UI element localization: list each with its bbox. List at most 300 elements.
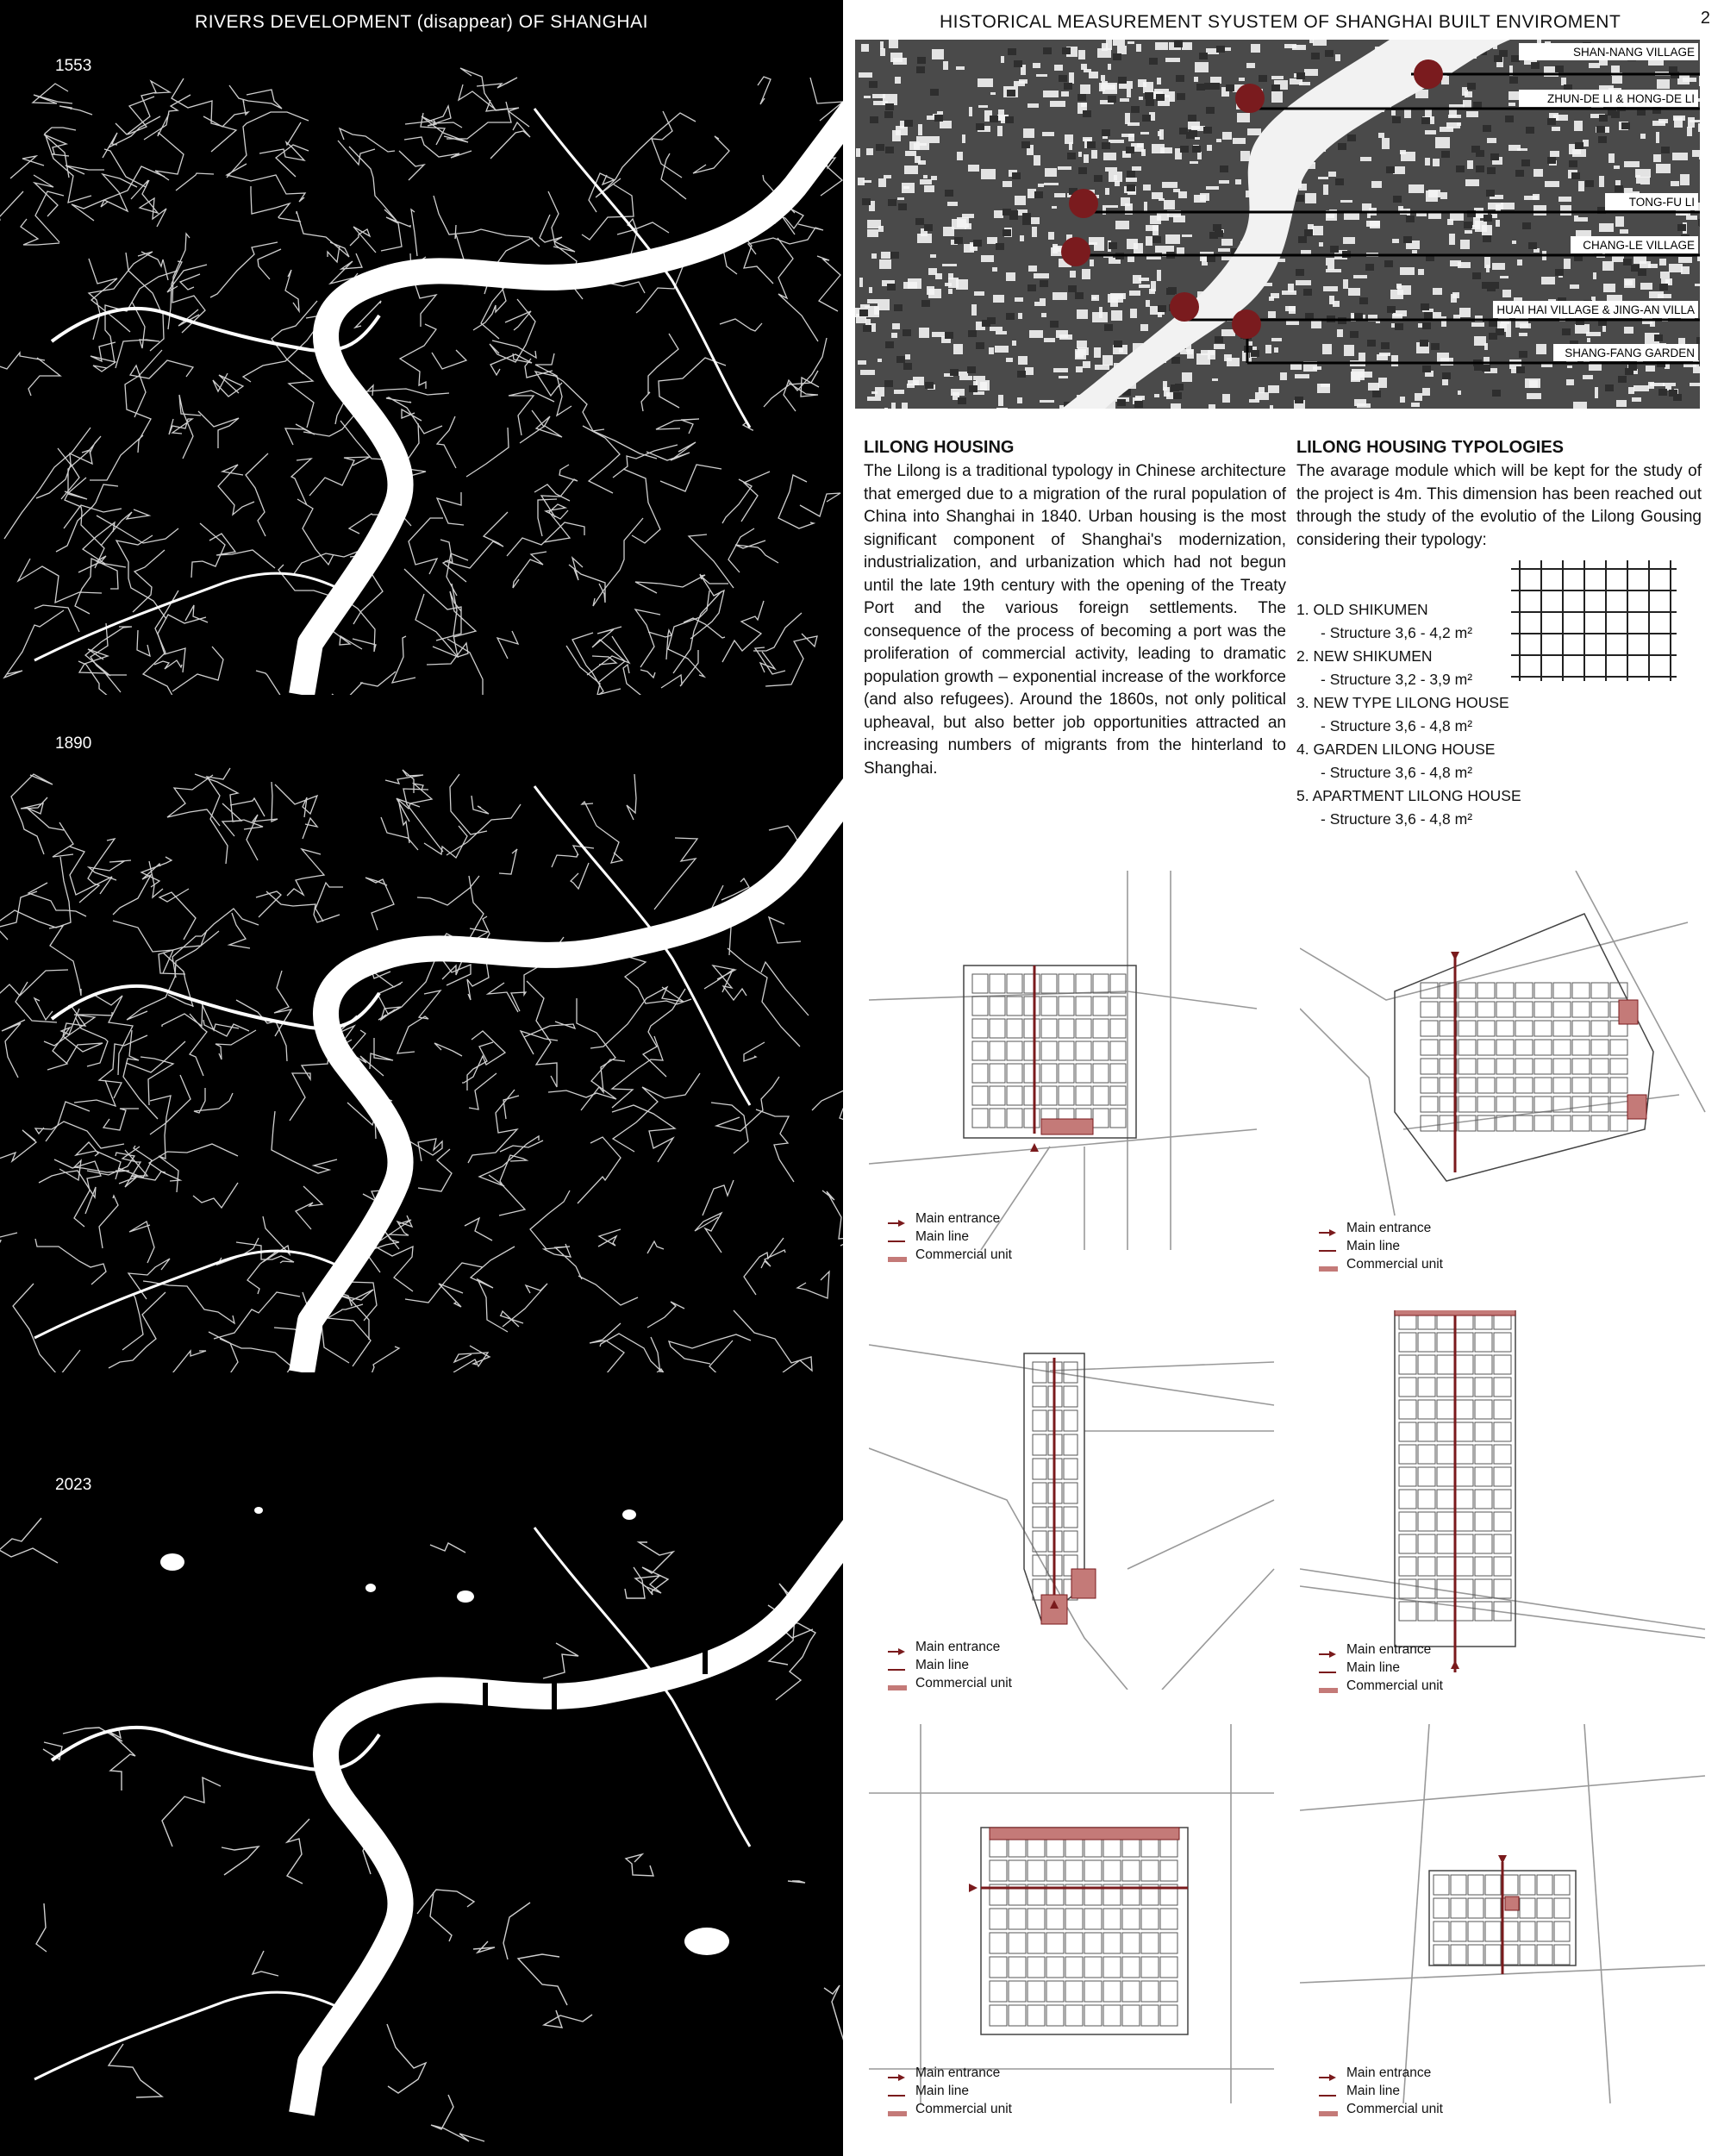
housing-unit — [1534, 1040, 1552, 1055]
street-gap — [1130, 309, 1137, 318]
tributary-line — [0, 353, 45, 387]
tributary-line — [612, 1105, 675, 1162]
street-gap — [1632, 397, 1641, 402]
housing-unit — [1534, 1115, 1552, 1131]
building-block — [1365, 264, 1374, 271]
housing-unit — [1024, 1109, 1040, 1128]
housing-unit — [1554, 1922, 1570, 1941]
street-gap — [1648, 264, 1658, 268]
street-gap — [1459, 308, 1471, 317]
street-gap — [964, 244, 974, 253]
street-gap — [993, 295, 1004, 303]
street-gap — [866, 148, 873, 155]
tributary-line — [119, 1147, 141, 1187]
tributary-line — [251, 186, 301, 222]
street-gap — [1603, 284, 1615, 292]
road-line — [1300, 922, 1688, 1000]
plan-legend — [1317, 2064, 1443, 2118]
street-gap — [1578, 181, 1584, 191]
street-gap — [928, 268, 937, 275]
tributary-line — [274, 971, 291, 1036]
housing-unit — [1110, 1019, 1126, 1038]
street-gap — [1033, 63, 1040, 68]
tributary-line — [592, 627, 625, 682]
block-outline — [981, 1828, 1188, 2034]
tributary-line — [469, 1073, 497, 1109]
tributary-line — [28, 883, 86, 916]
street-gap — [981, 255, 994, 262]
street-gap — [1319, 242, 1323, 247]
building-block — [1199, 53, 1208, 59]
housing-unit — [1477, 1040, 1495, 1055]
street-gap — [1353, 275, 1367, 278]
street-gap — [1015, 196, 1026, 205]
typology-structure: - Structure 3,6 - 4,8 m² — [1321, 764, 1473, 781]
housing-unit — [1028, 1933, 1045, 1953]
housing-unit — [1122, 2005, 1140, 2026]
tributary-line — [272, 301, 317, 374]
tributary-line — [172, 909, 259, 978]
housing-unit — [1141, 2005, 1159, 2026]
housing-unit — [1572, 983, 1590, 998]
tributary-line — [623, 469, 660, 543]
street-gap — [1296, 280, 1311, 285]
typology-list — [1296, 598, 1521, 831]
street-gap — [1449, 109, 1457, 117]
tributary-line — [544, 504, 570, 542]
building-block — [1189, 130, 1197, 137]
street-gap — [1425, 158, 1430, 166]
tributary-line — [467, 1042, 493, 1090]
tributary-line — [433, 584, 458, 657]
street-gap — [1624, 161, 1640, 167]
housing-unit — [990, 1019, 1005, 1038]
entrance-arrow-icon — [886, 1643, 909, 1652]
building-block — [1547, 118, 1556, 125]
street-gap — [1352, 369, 1365, 380]
street-gap — [1354, 399, 1366, 406]
tributary-line — [789, 378, 819, 397]
tributary-line — [4, 610, 64, 678]
housing-unit — [1093, 1041, 1109, 1060]
housing-unit — [1009, 1933, 1026, 1953]
street-gap — [1119, 348, 1123, 353]
building-block — [1012, 172, 1021, 179]
street-gap — [1077, 309, 1088, 319]
tributary-line — [0, 891, 37, 940]
housing-unit — [1534, 1097, 1552, 1112]
street-gap — [908, 278, 921, 289]
street-gap — [1640, 177, 1650, 184]
tributary-line — [627, 774, 636, 820]
street-gap — [1593, 272, 1596, 279]
street-gap — [1686, 216, 1697, 220]
main-line-icon — [886, 2087, 909, 2096]
housing-unit — [1554, 1898, 1570, 1918]
street-gap — [1673, 116, 1685, 121]
building-block — [1431, 343, 1440, 350]
tributary-line — [471, 1247, 515, 1332]
housing-unit — [1110, 1109, 1126, 1128]
housing-unit — [1515, 983, 1533, 998]
street-gap — [1681, 266, 1690, 274]
housing-unit — [972, 1086, 988, 1105]
entrance-arrow — [1451, 952, 1459, 960]
street-gap — [1271, 293, 1279, 298]
street-gap — [861, 44, 869, 52]
location-dot — [1232, 309, 1261, 339]
building-block — [1420, 340, 1428, 347]
street-gap — [891, 403, 896, 409]
tributary-line — [758, 77, 771, 104]
housing-unit — [990, 1041, 1005, 1060]
street-gap — [1411, 403, 1420, 407]
road-line — [1050, 1362, 1274, 1371]
tributary-line — [315, 883, 343, 922]
page-number: 2 — [1700, 9, 1710, 28]
street-gap — [1115, 221, 1129, 229]
tributary-line — [440, 540, 466, 582]
building-block — [1171, 357, 1180, 364]
street-gap — [1078, 50, 1085, 59]
street-gap — [1344, 345, 1354, 356]
housing-unit — [1064, 1483, 1078, 1503]
tributary-line — [430, 1543, 465, 1553]
street-gap — [1171, 403, 1181, 409]
section-title: HISTORICAL MEASUREMENT SYUSTEM OF SHANGHAI BUILT ENVIROMENT — [940, 12, 1621, 32]
legend-entrance: Main entrance — [915, 1211, 1001, 1226]
street-gap — [1137, 143, 1143, 147]
street-gap — [1583, 375, 1593, 379]
street-gap — [1077, 341, 1087, 348]
housing-unit — [1456, 1602, 1473, 1621]
housing-unit — [1399, 1512, 1416, 1531]
tributary-line — [155, 114, 184, 180]
housing-unit — [1468, 1875, 1484, 1895]
street-gap — [1574, 216, 1578, 222]
street-gap — [875, 387, 884, 397]
street-gap — [973, 376, 985, 380]
street-gap — [1105, 188, 1109, 195]
building-block — [1179, 128, 1188, 134]
pond — [365, 1584, 376, 1592]
street-gap — [1313, 40, 1327, 46]
commercial-unit-icon — [1317, 1682, 1340, 1690]
street-gap — [1486, 265, 1490, 272]
street-gap — [1583, 140, 1589, 147]
tributary-line — [520, 410, 562, 443]
street-gap — [1620, 229, 1628, 234]
tributary-line — [509, 391, 554, 435]
housing-unit — [1160, 1860, 1177, 1881]
pond — [684, 1928, 729, 1955]
tributary-line — [89, 259, 130, 332]
street-gap — [1240, 151, 1250, 161]
river-map-2023 — [0, 1476, 843, 2148]
housing-unit — [1591, 983, 1608, 998]
street-gap — [892, 323, 900, 329]
tributary-line — [669, 1334, 751, 1364]
tributary-line — [35, 1350, 80, 1372]
housing-unit — [1399, 1378, 1416, 1397]
building-block — [1102, 129, 1110, 136]
building-block — [903, 329, 911, 336]
street-gap — [1693, 366, 1700, 373]
street-gap — [1006, 358, 1013, 362]
street-gap — [1017, 397, 1022, 403]
building-block — [1464, 222, 1472, 228]
tributary-line — [571, 863, 589, 889]
housing-unit — [1041, 974, 1057, 993]
housing-unit — [1399, 1602, 1416, 1621]
location-label: ZHUN-DE LI & HONG-DE LI — [1546, 92, 1695, 105]
street-gap — [940, 121, 952, 128]
building-block — [1338, 143, 1346, 150]
tributary-line — [643, 989, 685, 1077]
building-block — [1083, 110, 1091, 117]
building-block — [917, 57, 926, 64]
housing-unit — [1591, 1040, 1608, 1055]
location-label: HUAI HAI VILLAGE & JING-AN VILLA — [1496, 303, 1695, 316]
tributary-line — [503, 1903, 530, 1959]
street-gap — [962, 134, 965, 143]
road-line — [1162, 1569, 1274, 1690]
pond — [254, 1507, 263, 1514]
housing-unit — [1515, 1059, 1533, 1074]
legend-main-line: Main line — [1346, 1239, 1401, 1253]
tributary-line — [518, 1954, 567, 2005]
tributary-line — [0, 191, 23, 220]
road-line — [1300, 1009, 1395, 1215]
tributary-line — [534, 484, 570, 501]
street-gap — [1045, 168, 1057, 177]
building-block — [1203, 127, 1212, 134]
tributary-line — [272, 1111, 337, 1173]
street-gap — [1359, 353, 1365, 360]
street-gap — [1690, 120, 1700, 122]
housing-unit — [1065, 1909, 1083, 1929]
housing-unit — [1084, 1957, 1102, 1978]
housing-unit — [1553, 1040, 1571, 1055]
street-gap — [1182, 234, 1192, 237]
main-line-icon — [886, 1233, 909, 1241]
building-block — [1467, 83, 1476, 90]
street-gap — [1508, 103, 1515, 106]
building-block — [1585, 180, 1594, 187]
housing-unit — [1122, 1933, 1140, 1953]
street-gap — [969, 107, 972, 116]
tributary-line — [35, 1122, 124, 1148]
tributary-line — [741, 472, 770, 522]
river-map-1890 — [0, 734, 843, 1372]
tributary-line — [424, 826, 467, 858]
housing-unit — [1534, 1021, 1552, 1036]
tributary-line — [381, 217, 410, 251]
legend-commercial: Commercial unit — [1346, 2102, 1443, 2116]
housing-unit — [1009, 1909, 1026, 1929]
tributary-line — [590, 1323, 624, 1372]
street-gap — [1006, 272, 1015, 281]
street-gap — [1624, 327, 1633, 334]
building-block — [1442, 372, 1451, 379]
street-gap — [1628, 387, 1634, 394]
tributary-line — [76, 1142, 121, 1179]
housing-unit — [1059, 1019, 1074, 1038]
tributary-line — [141, 857, 172, 887]
building-block — [1146, 99, 1154, 106]
housing-unit — [1437, 1333, 1454, 1352]
tributary-line — [437, 492, 464, 525]
street-gap — [1210, 77, 1221, 84]
street-gap — [1014, 81, 1025, 86]
housing-unit — [1093, 1019, 1109, 1038]
building-block — [1295, 397, 1303, 403]
tributary-line — [0, 970, 68, 1001]
street-gap — [897, 197, 904, 200]
tributary-line — [46, 1102, 90, 1141]
building-block — [915, 218, 924, 225]
tributary-line — [641, 334, 678, 411]
tributary-line — [431, 2095, 484, 2141]
street-gap — [953, 344, 963, 354]
street-gap — [1152, 192, 1163, 199]
building-block — [884, 380, 893, 387]
housing-unit — [1591, 1059, 1608, 1074]
housing-unit — [1534, 1002, 1552, 1017]
street-gap — [1089, 72, 1098, 78]
housing-unit — [1028, 1860, 1045, 1881]
tributary-line — [289, 368, 314, 428]
location-dot — [1069, 189, 1098, 218]
tributary-line — [430, 1892, 452, 1941]
street-gap — [1044, 338, 1055, 342]
housing-unit — [1024, 1086, 1040, 1105]
commercial-unit-icon — [1317, 1260, 1340, 1269]
building-block — [1127, 171, 1135, 178]
tributary-line — [328, 246, 340, 262]
street-gap — [918, 124, 922, 135]
building-block — [1017, 371, 1026, 378]
housing-unit — [1591, 1002, 1608, 1017]
building-block — [1571, 172, 1580, 179]
housing-unit — [1141, 1860, 1159, 1881]
typology-name: 5. APARTMENT LILONG HOUSE — [1296, 787, 1521, 804]
street-gap — [1028, 103, 1039, 108]
tributary-line — [466, 428, 509, 477]
street-gap — [1150, 216, 1161, 224]
housing-unit — [1475, 1557, 1492, 1576]
tributary-line — [744, 1238, 784, 1295]
tributary-line — [33, 84, 72, 103]
street-gap — [1508, 145, 1521, 151]
tributary-line — [303, 818, 317, 839]
building-block — [1296, 195, 1304, 202]
street-gap — [1038, 184, 1044, 187]
building-block — [1661, 147, 1670, 153]
building-block — [1511, 55, 1520, 62]
street-gap — [1034, 155, 1040, 166]
housing-unit — [1399, 1534, 1416, 1553]
street-gap — [1614, 166, 1620, 169]
street-gap — [1201, 350, 1215, 355]
housing-unit — [1103, 2005, 1121, 2026]
tributary-line — [287, 1819, 309, 1884]
building-block — [1519, 351, 1527, 358]
legend-entrance: Main entrance — [915, 2065, 1001, 2080]
building-block — [1474, 364, 1483, 371]
street-gap — [1573, 402, 1587, 409]
tributary-line — [447, 639, 483, 695]
tributary-line — [59, 106, 92, 115]
street-gap — [1465, 230, 1472, 234]
housing-unit — [1475, 1333, 1492, 1352]
building-block — [885, 341, 894, 348]
rivers-title: RIVERS DEVELOPMENT (disappear) OF SHANGHAI — [195, 12, 648, 32]
street-gap — [1599, 223, 1614, 232]
building-block — [1522, 222, 1531, 229]
site-plan-2 — [1300, 871, 1714, 1250]
housing-unit — [1007, 1064, 1022, 1083]
tributary-line — [507, 522, 584, 556]
street-gap — [923, 175, 928, 178]
building-block — [1118, 77, 1127, 84]
housing-unit — [1418, 1602, 1435, 1621]
location-label: SHAN-NANG VILLAGE — [1572, 46, 1695, 59]
building-block — [1350, 331, 1359, 338]
tributary-line — [453, 1353, 488, 1372]
street-gap — [878, 299, 890, 310]
street-gap — [1141, 149, 1146, 156]
housing-unit — [1059, 974, 1074, 993]
housing-unit — [1456, 1445, 1473, 1464]
commercial-unit — [1619, 1000, 1638, 1024]
tributary-line — [503, 1096, 519, 1119]
street-gap — [1400, 150, 1406, 154]
housing-unit — [1475, 1445, 1492, 1464]
year-label: 1553 — [55, 57, 92, 75]
tributary-line — [386, 397, 442, 434]
street-gap — [959, 376, 972, 380]
street-gap — [864, 96, 871, 98]
street-gap — [1164, 200, 1175, 209]
tributary-line — [159, 889, 196, 940]
tributary-line — [309, 457, 370, 496]
housing-unit — [1456, 1467, 1473, 1486]
street-gap — [1160, 147, 1172, 153]
housing-unit — [1572, 1078, 1590, 1093]
street-gap — [889, 40, 898, 48]
street-gap — [990, 327, 1003, 331]
building-block — [1521, 159, 1530, 166]
housing-unit — [1122, 1909, 1140, 1929]
street-gap — [860, 370, 875, 375]
building-block — [1490, 153, 1499, 160]
tributary-line — [130, 360, 193, 417]
housing-unit — [990, 2005, 1007, 2026]
building-block — [1528, 242, 1537, 249]
building-block — [1298, 236, 1307, 243]
housing-unit — [1572, 1059, 1590, 1074]
housing-unit — [1007, 974, 1022, 993]
housing-unit — [1494, 1378, 1511, 1397]
housing-unit — [1520, 1875, 1535, 1895]
street-gap — [859, 278, 863, 287]
housing-unit — [1451, 1898, 1466, 1918]
main-line-icon — [1317, 1242, 1340, 1251]
rivers-panel — [0, 0, 843, 2156]
tributary-line — [126, 1041, 185, 1072]
street-gap — [902, 183, 915, 193]
